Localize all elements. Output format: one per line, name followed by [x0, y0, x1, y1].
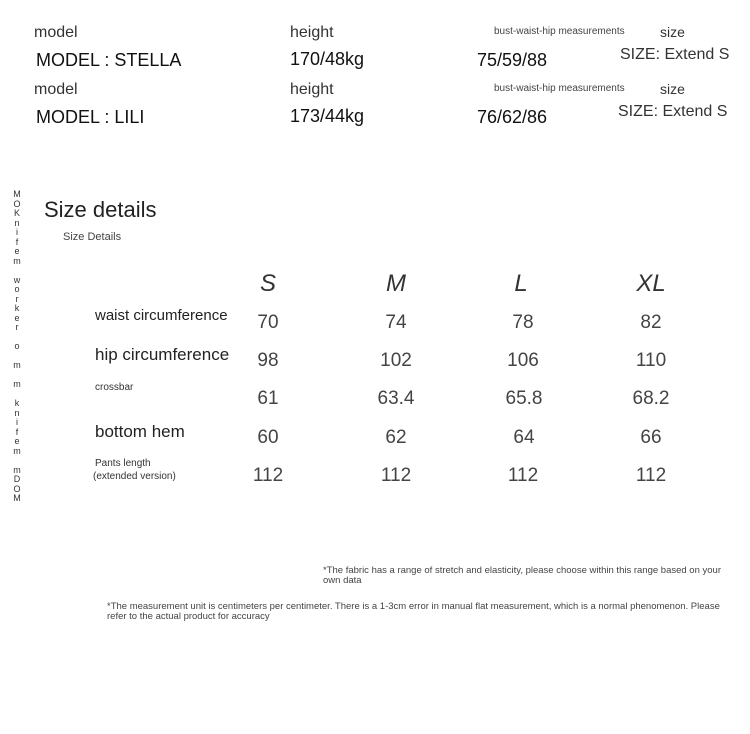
side-char: m	[13, 464, 21, 475]
row-label-bottom-hem: bottom hem	[95, 422, 185, 441]
model-bwh-1: 75/59/88	[477, 50, 548, 70]
model-height-weight-2: 173/44kg	[290, 106, 365, 126]
table-cell: 98	[257, 350, 279, 371]
table-cell: 112	[507, 465, 539, 486]
side-char: m	[13, 360, 21, 370]
model-name-1: MODEL : STELLA	[36, 50, 182, 70]
bwh-label-1: bust-waist-hip measurements	[494, 26, 625, 37]
section-title: Size details	[44, 197, 157, 222]
table-cell: 66	[640, 427, 662, 448]
side-char: r	[15, 293, 19, 304]
column-header-m: M	[386, 270, 406, 297]
side-vertical-text	[10, 190, 24, 504]
side-char: o	[14, 284, 20, 294]
table-cell: 62	[385, 427, 407, 448]
side-char: M	[13, 189, 21, 199]
column-header-xl: XL	[636, 270, 666, 297]
table-cell: 68.2	[632, 388, 670, 409]
table-cell: 102	[380, 350, 412, 371]
side-char: k	[14, 303, 20, 313]
table-cell: 110	[635, 350, 667, 371]
side-char: n	[14, 217, 20, 228]
table-cell: 61	[257, 388, 279, 409]
model-name-2: MODEL : LILI	[36, 107, 145, 127]
side-char: D	[13, 474, 21, 484]
column-header-l: L	[514, 270, 528, 297]
side-char: m	[13, 379, 21, 389]
model-label-2: model	[34, 81, 78, 98]
model-size-1: SIZE: Extend S	[620, 46, 730, 63]
height-label-2: height	[290, 81, 334, 98]
side-char: K	[13, 208, 20, 218]
side-char: k	[14, 398, 20, 408]
side-char: i	[16, 417, 18, 427]
note-measurement: *The measurement unit is centimeters per centimeter. There is a 1-3cm error in manual flat measurement, which is a normal phenomenon. Please refer to the actual product for accuracy	[107, 601, 720, 622]
side-char: f	[15, 426, 19, 437]
section-subtitle: Size Details	[63, 231, 122, 243]
row-label-hip: hip circumference	[95, 345, 230, 364]
side-char: e	[14, 246, 20, 256]
bwh-label-2: bust-waist-hip measurements	[494, 83, 625, 94]
table-cell: 112	[635, 465, 667, 486]
side-char: e	[14, 312, 20, 323]
side-char: M	[13, 493, 21, 503]
side-char: o	[14, 341, 20, 351]
table-cell: 74	[385, 312, 407, 333]
side-char: e	[14, 436, 20, 446]
table-cell: 78	[512, 312, 534, 333]
table-cell: 112	[380, 465, 412, 486]
size-label-1: size	[660, 24, 685, 40]
table-cell: 64	[513, 427, 535, 448]
side-char: i	[16, 227, 18, 237]
row-label-crossbar: crossbar	[95, 382, 134, 393]
table-cell: 70	[257, 312, 279, 333]
note-fabric: *The fabric has a range of stretch and elasticity, please choose within this range based on your own data	[323, 565, 721, 586]
column-header-s: S	[259, 270, 276, 297]
side-char: n	[14, 407, 20, 418]
model-bwh-2: 76/62/86	[477, 107, 548, 127]
table-cell: 82	[640, 312, 662, 333]
table-cell: 106	[507, 350, 539, 371]
row-label-pants-length-note: (extended version)	[93, 471, 176, 482]
side-char: m	[13, 255, 21, 266]
side-char: m	[13, 445, 21, 456]
side-char: f	[15, 236, 19, 247]
row-label-pants-length: Pants length	[95, 458, 151, 469]
row-label-waist: waist circumference	[95, 307, 228, 324]
table-cell: 65.8	[505, 388, 543, 409]
side-char: O	[13, 483, 21, 494]
height-label-1: height	[290, 24, 334, 41]
table-cell: 112	[252, 465, 284, 486]
side-char: r	[15, 322, 19, 332]
model-label-1: model	[34, 24, 78, 41]
table-cell: 60	[257, 427, 279, 448]
side-char: w	[13, 274, 21, 285]
table-cell: 63.4	[377, 388, 415, 409]
size-label-2: size	[660, 81, 685, 97]
side-char: O	[13, 198, 21, 209]
model-height-weight-1: 170/48kg	[290, 49, 365, 69]
model-size-2: SIZE: Extend S	[618, 103, 728, 120]
